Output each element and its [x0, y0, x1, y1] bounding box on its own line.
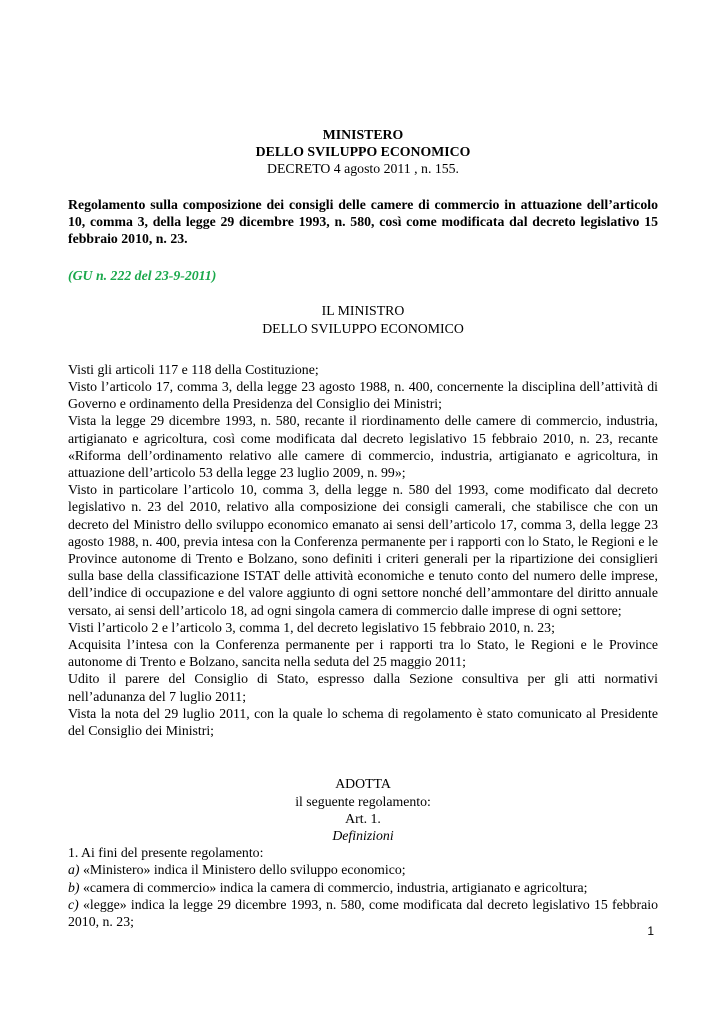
gazette-reference: (GU n. 222 del 23-9-2011) — [68, 268, 217, 284]
header-ministry-name: DELLO SVILUPPO ECONOMICO — [255, 144, 471, 160]
preamble-paragraph: Visto l’articolo 17, comma 3, della legge 23 agosto 1988, n. 400, concernente la disciplina dell’attività di Governo e ordinamento della Presidenza del Consiglio dei Ministri; — [68, 379, 658, 412]
definition-letter: c) — [68, 896, 79, 912]
preamble-paragraph: Visti gli articoli 117 e 118 della Costituzione; — [68, 361, 319, 377]
definition-text: «Ministero» indica il Ministero dello sviluppo economico; — [79, 862, 406, 878]
minister-heading-line1: IL MINISTRO — [321, 303, 405, 319]
article-title: Definizioni — [332, 827, 394, 843]
adotta-subheading: il seguente regolamento: — [295, 793, 431, 809]
definition-text: «camera di commercio» indica la camera di commercio, industria, artigianato e agricoltura; — [79, 879, 588, 895]
preamble-paragraph: Acquisita l’intesa con la Conferenza permanente per i rapporti tra lo Stato, le Regioni e le Province autonome di Trento e Bolzano, sancita nella seduta del 25 maggio 2011; — [68, 637, 658, 670]
preamble-paragraph: Visti l’articolo 2 e l’articolo 3, comma 1, del decreto legislativo 15 febbraio 2010, n. 23; — [68, 619, 555, 635]
adotta-heading: ADOTTA — [335, 776, 391, 792]
page-number: 1 — [647, 924, 654, 938]
minister-heading-line2: DELLO SVILUPPO ECONOMICO — [262, 320, 464, 336]
definition-letter: b) — [68, 879, 80, 895]
header-ministero: MINISTERO — [322, 127, 404, 142]
preamble — [68, 361, 658, 739]
preamble-paragraph: Udito il parere del Consiglio di Stato, espresso dalla Sezione consultiva per gli atti normativi nell’adunanza del 7 luglio 2011; — [68, 671, 658, 704]
definitions-intro: 1. Ai fini del presente regolamento: — [68, 845, 264, 861]
preamble-paragraph: Vista la legge 29 dicembre 1993, n. 580, recante il riordinamento delle camere di commercio, industria, artigianato e agricoltura, così come modificata dal decreto legislativo 15 febbraio 2010, n. 23, recante «Riforma dell’ordinamento relativo alle camere di commercio, industria, artigianato e agricoltura, in attuazione dell’articolo 53 della legge 23 luglio 2009, n. 99»; — [68, 413, 658, 481]
definition-item — [68, 861, 658, 878]
definition-item — [68, 896, 658, 930]
header-decree: DECRETO 4 agosto 2011 , n. 155. — [266, 161, 459, 177]
definition-item — [68, 879, 658, 896]
preamble-paragraph: Vista la nota del 29 luglio 2011, con la quale lo schema di regolamento è stato comunicato al Presidente del Consiglio dei Ministri; — [68, 705, 658, 739]
article-number: Art. 1. — [345, 810, 381, 826]
document-page — [68, 126, 658, 930]
definition-letter: a) — [68, 862, 80, 878]
document-title: Regolamento sulla composizione dei consigli delle camere di commercio in attuazione dell’articolo 10, comma 3, della legge 29 dicembre 1993, n. 580, così come modificata dal decreto legislativo 15 febbraio 2010, n. 23. — [68, 196, 658, 247]
definition-text: «legge» indica la legge 29 dicembre 1993, n. 580, come modificata dal decreto legislativo 15 febbraio 2010, n. 23; — [68, 896, 658, 929]
preamble-paragraph: Visto in particolare l’articolo 10, comma 3, della legge n. 580 del 1993, come modificato dal decreto legislativo n. 23 del 2010, relativo alla composizione dei consigli camerali, che stabilisce che con un decreto del Ministro dello sviluppo economico emanato ai sensi dell’articolo 17, comma 3, della legge 23 agosto 1988, n. 400, previa intesa con la Conferenza permanente per i rapporti con lo Stato, le Regioni e le Province autonome di Trento e Bolzano, sono definiti i criteri generali per la ripartizione dei consiglieri sulla base della classificazione ISTAT delle attività economiche e tenuto conto del numero delle imprese, dell’indice di occupazione e del valore aggiunto di ogni settore nonché dell’ammontare del diritto annuale versato, ai sensi dell’articolo 18, ad ogni singola camera di commercio dalle imprese di ogni settore; — [68, 482, 658, 618]
